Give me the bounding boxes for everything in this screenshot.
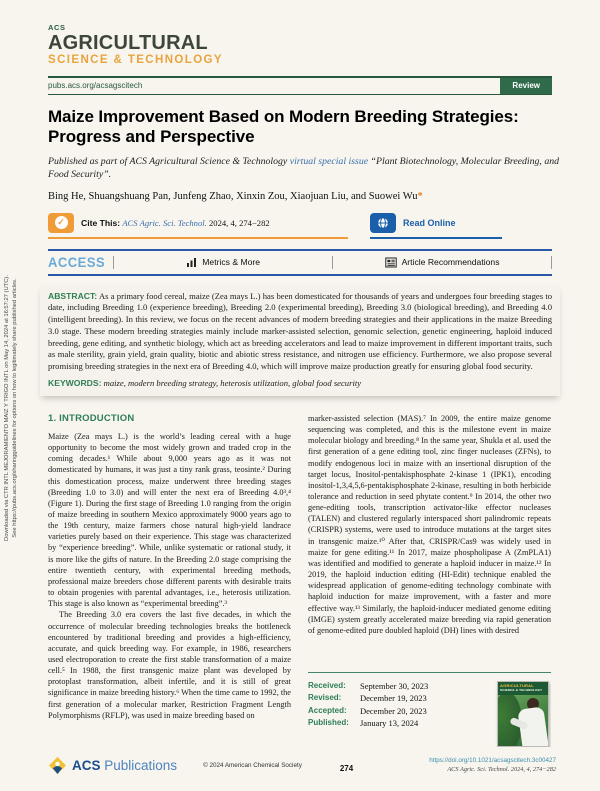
acs-wordmark: ACS bbox=[72, 758, 101, 773]
cover-masthead bbox=[498, 682, 548, 695]
right-column bbox=[308, 413, 551, 747]
revised-date: December 19, 2023 bbox=[360, 693, 427, 704]
globe-icon bbox=[370, 213, 396, 233]
corresponding-author-mark[interactable]: * bbox=[417, 190, 423, 202]
cover-masthead-title: AGRICULTURAL bbox=[500, 683, 534, 689]
abstract-text: As a primary food cereal, maize (Zea mays L.) has been domesticated for thousands of years and undergoes four breeding stages to date, including Breeding 1.0 (experience breeding), Breeding 2.0 (experimental breeding), Breeding 3.0 (biological breeding), and Breeding 4.0 (intelligent breeding). In this review, we focus on the recent advances of modern breeding strategies and their applications in the maize Breeding 3.0 stage. These modern breeding strategies mainly include marker-assisted selection, genomic selection, genetic engineering, haploid induced breeding, gene editing, and synthetic biology, which act as breeding accelerators and lead to maize improvement in different important traits, such as male sterility, grain yield, grain quality, biotic and abiotic stress resistance, and nitrogen use efficiency. Furthermore, we also propose several promising breeding strategies in the next era of Breeding 4.0, which will improve maize production greatly for ensuring global food security. bbox=[48, 290, 552, 372]
access-bar bbox=[48, 249, 552, 276]
divider bbox=[113, 256, 114, 269]
cite-row bbox=[48, 213, 552, 239]
recommendations-label: Article Recommendations bbox=[401, 257, 500, 268]
special-issue-prefix: Published as part of ACS Agricultural Science & Technology bbox=[48, 156, 290, 168]
special-issue-suffix: “Plant Biotechnology, Molecular Breeding, and Food Security”. bbox=[48, 156, 560, 181]
special-issue-note bbox=[48, 155, 568, 181]
revised-row bbox=[308, 693, 428, 703]
intro-paragraph-2-continued: marker-assisted selection (MAS).⁷ In 2009, the entire maize genome sequencing was completed, and this is the milestone event in maize molecular biology and breeding.⁸ In the same year, Shukla et al. used the first generation of a gene editing tool, zinc finger nucleases (ZFNs), to modify endogenous loci in maize with an insertional disruption of the target locus, Inositol-pentakisphosphate 2-kinase 1 (IPK1), encoding inositol-1,3,4,5,6-pentakisphosphate 2-kinase, resulting in both herbicide tolerance and reduction in seed phytate content.⁹ In 2014, the other two gene-editing tools, transcription activator-like effector nucleases (TALEN) and clustered regularly interspaced short palindromic repeats (CRISPR) systems, were used to introduce mutations at the target sites in transgenic maize.¹⁰ After that, CRISPR/Cas9 was widely used in maize for gene editing.¹¹ In 2017, maize phospholipase A (ZmPLA1) was identified and modified to generate a haploid inducer in maize.¹² In 2019, the haploid induction editing (HI-Edit) technique enabled the widespread application of genome-editing technology combinate with haploid induction for maize improvement, with a faster and more effective way.¹³ Similarly, the haploid-inducer mediated genome editing (IMGE) system greatly accelerated maize breeding via rapid generation of genome-edited pure doubled haploid (DH) lines with desired bbox=[308, 413, 551, 635]
divider bbox=[551, 256, 552, 269]
metrics-label: Metrics & More bbox=[202, 257, 261, 268]
doi-block bbox=[429, 757, 556, 774]
journal-url-link[interactable]: pubs.acs.org/acsagscitech bbox=[48, 81, 143, 90]
doi-link[interactable]: https://doi.org/10.1021/acsagscitech.3c00427 bbox=[429, 757, 556, 764]
keywords-label: KEYWORDS: bbox=[48, 377, 102, 388]
page-footer bbox=[48, 756, 556, 775]
abstract bbox=[48, 291, 552, 373]
journal-subtitle: SCIENCE & TECHNOLOGY bbox=[48, 53, 223, 66]
article-type-badge: Review bbox=[500, 78, 552, 94]
received-date: September 30, 2023 bbox=[360, 680, 429, 691]
abstract-label: ABSTRACT: bbox=[48, 290, 98, 301]
article-recommendations-link[interactable] bbox=[341, 257, 543, 268]
disclaimer-line-1: Downloaded via CTR INTL MEJORAMIENTO MAIZ Y TRIGO INTL on May 14, 2024 at 16:57:27 (UTC). bbox=[4, 275, 10, 541]
read-online-label: Read Online bbox=[403, 217, 456, 228]
left-column bbox=[48, 413, 291, 747]
intro-paragraph-2: The Breeding 3.0 era covers the last five decades, in which the occurrence of molecular breeding technologies breaks the bottleneck encountered by traditional breeding and provides a high-efficiency, accurate, and quick breeding way. For example, in 1986, researchers used electroporation to create the first stable transformation of a maize cell.⁵ In 1988, the first transgenic maize plant was developed by protoplast transformation, albeit infertile, and it is still of great significance in maize breeding history.⁶ When the time came to 1992, the first generation of a molecular marker, Restriction Fragment Length Polymorphisms (RFLP), was used in maize breeding based on bbox=[48, 610, 291, 720]
cite-this-button[interactable] bbox=[48, 213, 348, 239]
section-heading-introduction: 1. INTRODUCTION bbox=[48, 412, 135, 424]
copyright-notice: © 2024 American Chemical Society bbox=[203, 762, 302, 769]
divider bbox=[332, 256, 333, 269]
accepted-label: Accepted: bbox=[308, 705, 347, 715]
read-online-button[interactable] bbox=[370, 213, 502, 239]
article-recommendations-icon bbox=[385, 257, 397, 268]
publications-wordmark: Publications bbox=[100, 758, 178, 773]
accepted-row bbox=[308, 706, 428, 716]
access-link[interactable]: ACCESS bbox=[48, 254, 106, 270]
keywords-text: maize, modern breeding strategy, heterosis utilization, global food security bbox=[103, 377, 362, 388]
cover-masthead-subtitle: SCIENCE & TECHNOLOGY bbox=[500, 688, 543, 693]
article-body bbox=[48, 413, 552, 747]
publication-history bbox=[308, 672, 551, 747]
disclaimer-line-2: See https://pubs.acs.org/sharingguidelines for options on how to legitimately share published articles. bbox=[11, 278, 18, 538]
journal-cover-thumbnail[interactable] bbox=[497, 681, 549, 747]
received-label: Received: bbox=[308, 680, 346, 690]
virtual-special-issue-link[interactable]: virtual special issue bbox=[289, 156, 369, 168]
acs-label: ACS bbox=[48, 23, 66, 32]
received-row bbox=[308, 681, 428, 691]
published-label: Published: bbox=[308, 718, 349, 728]
page-number: 274 bbox=[339, 764, 354, 773]
published-date: January 13, 2024 bbox=[360, 718, 419, 729]
journal-bar bbox=[48, 76, 552, 95]
keywords bbox=[48, 378, 552, 388]
citation-text bbox=[81, 218, 270, 228]
published-row bbox=[308, 718, 428, 728]
cite-this-label: Cite This: bbox=[81, 217, 121, 228]
author-list bbox=[48, 191, 552, 202]
running-citation: ACS Agric. Sci. Technol. 2024, 4, 274−282 bbox=[447, 765, 556, 773]
dates-table bbox=[308, 681, 428, 731]
accepted-date: December 20, 2023 bbox=[360, 705, 427, 716]
article-title: Maize Improvement Based on Modern Breeding Strategies: Progress and Perspective bbox=[48, 107, 519, 147]
metrics-and-more-link[interactable] bbox=[122, 257, 324, 268]
check-circle-icon: ✓ bbox=[48, 213, 74, 233]
citation-volume: 2024, 4, 274−282 bbox=[208, 217, 270, 228]
abstract-panel bbox=[40, 285, 560, 396]
intro-paragraph-1: Maize (Zea mays L.) is the world’s leading cereal with a huge opportunity to become the most widely grown and traded crop in the coming decades.¹ While about 9,000 years ago as it was not domesticated by humans, it was just a tiny rank grass, teosinte.² During this domestication process, maize underwent three breeding stages (Breeding 1.0 to 3.0) and will enter the next era of Breeding 4.0³,⁴ (Figure 1). During the first stage of Breeding 1.0 ranging from the origin of maize breeding in southern Mexico approximately 9000 years ago to the 19th century, maize farmers chose natural high-yield landrace varieties purely based on their experience. This stage was characterized by “experience breeding”. While, unlike systematic or rational study, it is more like the gifts of nature. In the Breeding 2.0 stage comprising the entire twentieth century, with experimental breeding methods, professional maize breeders chose different parents with desirable traits to obtain progenies with parental advantages, i.e., heterosis utilization. This stage is also known as “experimental breeding”.³ bbox=[48, 431, 291, 609]
journal-masthead bbox=[48, 24, 552, 66]
bar-chart-icon bbox=[186, 257, 197, 268]
acs-diamond-icon bbox=[48, 756, 67, 775]
author-names[interactable]: Bing He, Shuangshuang Pan, Junfeng Zhao, Xinxin Zou, Xiaojuan Liu, and Suowei Wu bbox=[48, 190, 418, 202]
journal-name: AGRICULTURAL bbox=[48, 31, 208, 54]
citation-journal: ACS Agric. Sci. Technol. bbox=[122, 217, 207, 228]
acs-publications-logo[interactable] bbox=[48, 756, 177, 775]
revised-label: Revised: bbox=[308, 693, 342, 703]
